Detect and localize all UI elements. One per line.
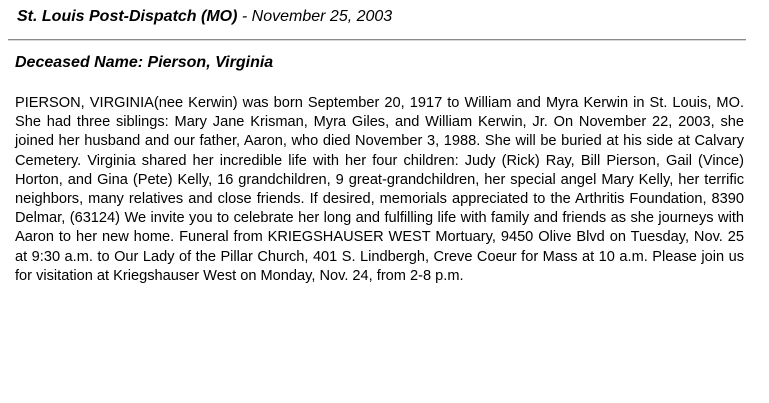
header-divider bbox=[8, 39, 746, 41]
obituary-body: PIERSON, VIRGINIA(nee Kerwin) was born September 20, 1917 to William and Myra Kerwin in St. Louis, MO. She had three siblings: Mary Jane Krisman, Myra Giles, and William Kerwin, Jr. On November 22, 2003, she joined her husband and our father, Aaron, who died November 3, 1988. She will be buried at his side at Calvary Cemetery. Virginia shared her incredible life with her four children: Judy (Rick) Ray, Bill Pierson, Gail (Vince) Horton, and Gina (Pete) Kelly, 16 grandchildren, 9 great-grandchildren, her special angel Mary Kelly, her terrific neighbors, many relatives and close friends. If desired, memorials appreciated to the Arthritis Foundation, 8390 Delmar, (63124) We invite you to celebrate her long and fulfilling life with family and friends as she journeys with Aaron to her new home. Funeral from KRIEGSHAUSER WEST Mortuary, 9450 Olive Blvd on Tuesday, Nov. 25 at 9:30 a.m. to Our Lady of the Pillar Church, 401 S. Lindbergh, Creve Coeur for Mass at 10 a.m. Please join us for visitation at Kriegshauser West on Monday, Nov. 24, from 2-8 p.m. bbox=[15, 95, 744, 284]
deceased-name-heading: Deceased Name: Pierson, Virginia bbox=[15, 54, 274, 71]
publication-date: November 25, 2003 bbox=[251, 8, 393, 25]
publication-header bbox=[17, 8, 392, 26]
publication-source: St. Louis Post-Dispatch (MO) bbox=[17, 8, 238, 25]
header-separator: - bbox=[237, 8, 252, 25]
